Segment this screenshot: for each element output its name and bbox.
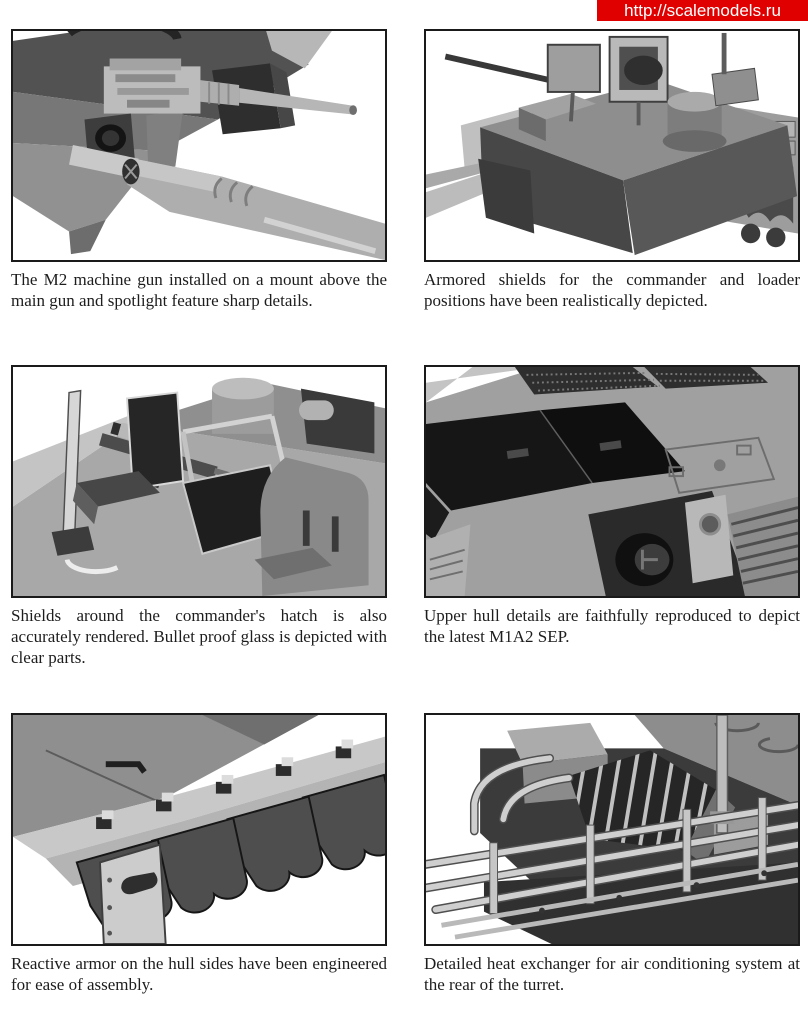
figure-image-upper-hull [424, 365, 800, 598]
figure-caption-reactive-armor: Reactive armor on the hull sides have been engineered for ease of assembly. [11, 954, 387, 994]
figure-commanders-hatch-shields [11, 365, 387, 668]
armored-shields-render [426, 31, 798, 260]
figure-row-2 [11, 365, 800, 668]
figure-caption-heat-exchanger: Detailed heat exchanger for air conditioning system at the rear of the turret. [424, 954, 800, 994]
figure-caption-armored-shields: Armored shields for the commander and loader positions have been realistically depicted. [424, 270, 800, 310]
figure-row-3 [11, 713, 800, 995]
upper-hull-render [426, 367, 798, 596]
figure-image-commanders-hatch [11, 365, 387, 598]
figure-caption-m2-machine-gun: The M2 machine gun installed on a mount above the main gun and spotlight feature sharp details. [11, 270, 387, 310]
figure-armored-shields [424, 29, 800, 311]
commanders-hatch-render [13, 367, 385, 596]
m2-machine-gun-render [13, 31, 385, 260]
figure-heat-exchanger [424, 713, 800, 995]
figure-caption-commanders-hatch: Shields around the commander's hatch is also accurately rendered. Bullet proof glass is depicted with clear parts. [11, 606, 387, 667]
figure-image-armored-shields [424, 29, 800, 262]
reactive-armor-render [13, 715, 385, 944]
figure-caption-upper-hull: Upper hull details are faithfully reproduced to depict the latest M1A2 SEP. [424, 606, 800, 646]
site-url-text: http://scalemodels.ru [624, 1, 781, 20]
heat-exchanger-render [426, 715, 798, 944]
site-watermark-banner [597, 0, 808, 21]
figure-image-reactive-armor [11, 713, 387, 946]
figure-image-m2-machine-gun [11, 29, 387, 262]
figure-grid [11, 29, 800, 995]
figure-upper-hull-details [424, 365, 800, 668]
figure-row-1 [11, 29, 800, 311]
figure-reactive-armor [11, 713, 387, 995]
figure-m2-machine-gun [11, 29, 387, 311]
figure-image-heat-exchanger [424, 713, 800, 946]
